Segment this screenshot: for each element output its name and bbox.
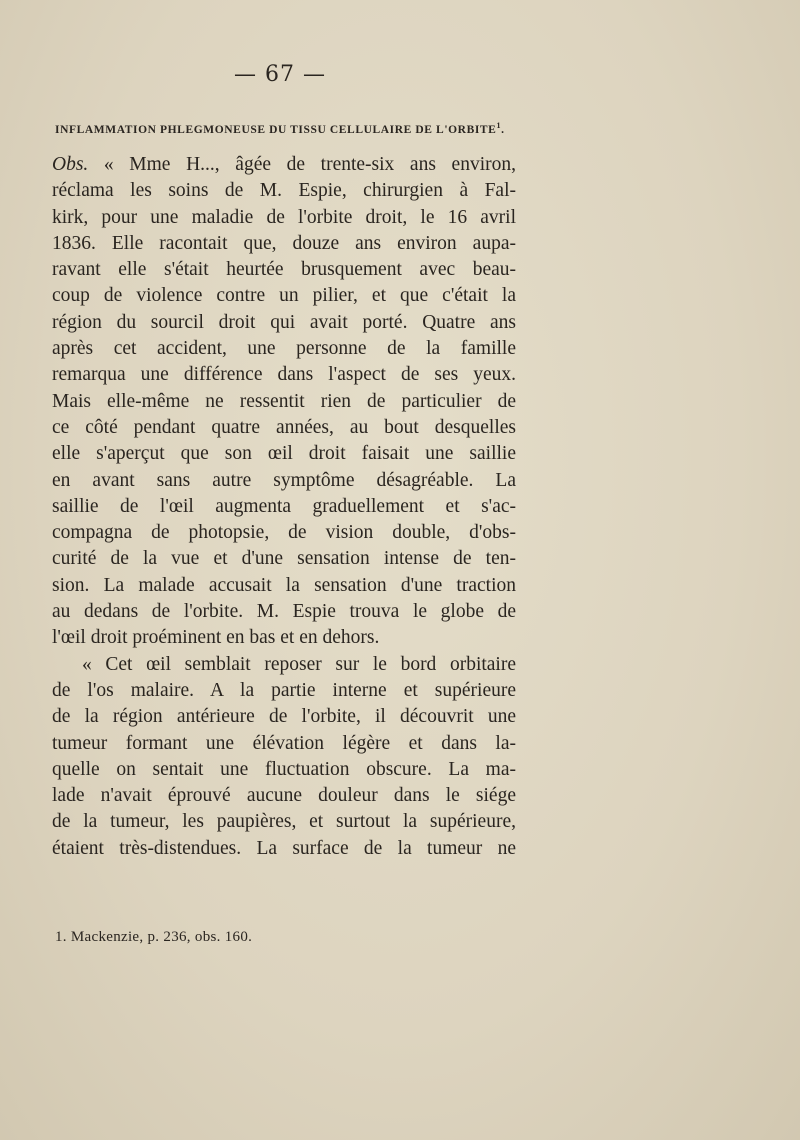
text-line: tumeur formant une élévation légère et dans la- bbox=[52, 732, 516, 754]
running-head-text: INFLAMMATION PHLEGMONEUSE DU TISSU CELLULAIRE DE L'ORBITE bbox=[55, 123, 497, 136]
text-line: de la tumeur, les paupières, et surtout la supérieure, bbox=[52, 811, 516, 833]
footnote-marker: 1 bbox=[496, 121, 502, 130]
text-line: après cet accident, une personne de la famille bbox=[52, 338, 516, 360]
text-line: remarqua une différence dans l'aspect de ses yeux. bbox=[52, 364, 516, 386]
text-line-content: « Mme H..., âgée de trente-six ans environ, bbox=[88, 154, 516, 175]
text-line: l'œil droit proéminent en bas et en dehors. bbox=[52, 627, 380, 649]
text-line: kirk, pour une maladie de l'orbite droit, le 16 avril bbox=[52, 206, 516, 228]
text-line: de l'os malaire. A la partie interne et supérieure bbox=[52, 679, 516, 701]
text-line: ce côté pendant quatre années, au bout desquelles bbox=[52, 416, 516, 438]
text-line: réclama les soins de M. Espie, chirurgien à Fal- bbox=[52, 180, 516, 202]
text-line: quelle on sentait une fluctuation obscure. La ma- bbox=[52, 758, 516, 780]
footnote: 1. Mackenzie, p. 236, obs. 160. bbox=[55, 929, 253, 945]
obs-label: Obs. bbox=[52, 154, 89, 175]
text-line: « Cet œil semblait reposer sur le bord orbitaire bbox=[82, 653, 516, 675]
text-line: lade n'avait éprouvé aucune douleur dans le siége bbox=[52, 785, 516, 807]
text-line: saillie de l'œil augmenta graduellement et s'ac- bbox=[52, 495, 516, 517]
running-head bbox=[55, 121, 515, 136]
text-line: étaient très-distendues. La surface de la tumeur ne bbox=[52, 837, 516, 859]
text-line: curité de la vue et d'une sensation intense de ten- bbox=[52, 548, 516, 570]
text-line: sion. La malade accusait la sensation d'une traction bbox=[52, 574, 516, 596]
text-line: coup de violence contre un pilier, et que c'était la bbox=[52, 285, 516, 307]
text-line: de la région antérieure de l'orbite, il découvrit une bbox=[52, 706, 516, 728]
text-line: 1836. Elle racontait que, douze ans environ aupa- bbox=[52, 232, 516, 254]
text-line: en avant sans autre symptôme désagréable. La bbox=[52, 469, 516, 491]
text-line bbox=[52, 152, 516, 178]
text-line: au dedans de l'orbite. M. Espie trouva le globe de bbox=[52, 601, 516, 623]
body-text bbox=[52, 152, 516, 862]
page-number: — 67 — bbox=[234, 62, 326, 87]
text-line: Mais elle-même ne ressentit rien de particulier de bbox=[52, 390, 516, 412]
text-line: région du sourcil droit qui avait porté. Quatre ans bbox=[52, 311, 516, 333]
running-head-period: . bbox=[501, 123, 505, 136]
text-line: compagna de photopsie, de vision double, d'obs- bbox=[52, 522, 516, 544]
text-line: elle s'aperçut que son œil droit faisait une saillie bbox=[52, 443, 516, 465]
text-line: ravant elle s'était heurtée brusquement avec beau- bbox=[52, 259, 516, 281]
